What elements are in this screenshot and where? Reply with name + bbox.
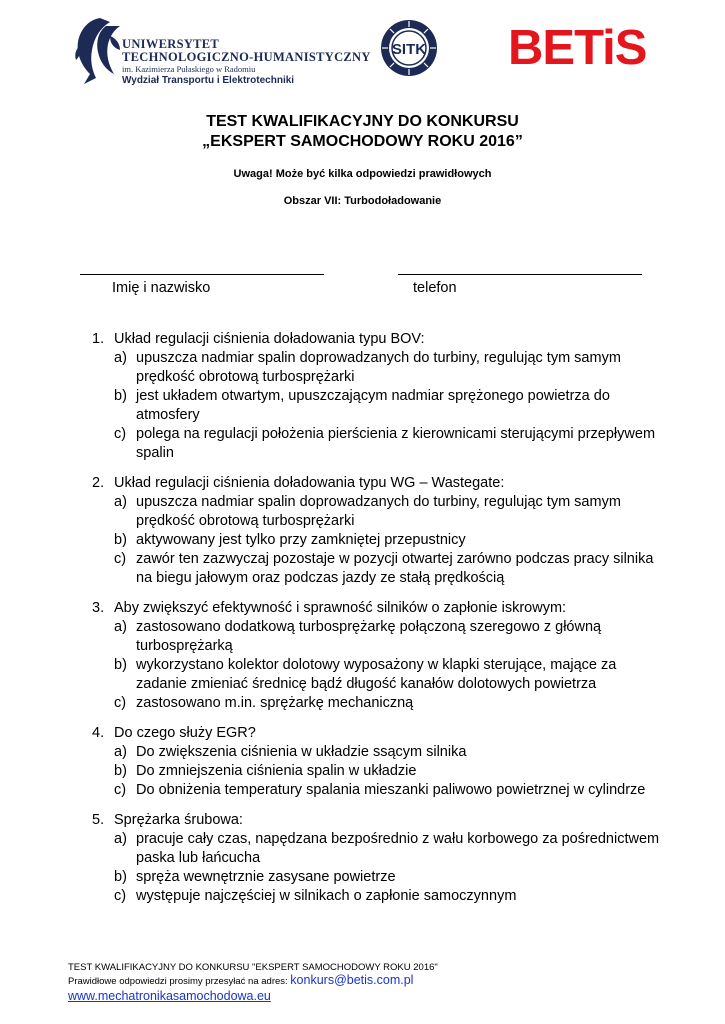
phone-label: telefon (413, 280, 457, 296)
question-number: 5. (92, 812, 105, 828)
answer-option (114, 868, 662, 887)
answer-option (114, 743, 662, 762)
answer-letter: b) (114, 763, 127, 779)
answer-letter: c) (114, 888, 127, 904)
warning-note: Uwaga! Może być kilka odpowiedzi prawidłowych (233, 168, 492, 180)
answer-text: polega na regulacji położenia pierścienia z kierownicami sterującymi przepływem spalin (136, 426, 656, 461)
page-title-line2: „EKSPERT SAMOCHODOWY ROKU 2016” (202, 133, 523, 150)
answer-text: Do zwiększenia ciśnienia w układzie ssącym silnika (136, 744, 467, 760)
answer-letter: a) (114, 831, 127, 847)
page-title-line1: TEST KWALIFIKACYJNY DO KONKURSU (206, 113, 519, 130)
answer-letter: a) (114, 494, 127, 510)
question-text: Układ regulacji ciśnienia doładowania typu WG – Wastegate: (114, 475, 505, 491)
question-1 (92, 330, 662, 463)
question-text: Sprężarka śrubowa: (114, 812, 243, 828)
area-note: Obszar VII: Turbodoładowanie (283, 195, 442, 207)
answer-text: Do obniżenia temperatury spalania mieszanki paliwowo powietrznej w cylindrze (136, 782, 646, 798)
answer-letter: a) (114, 744, 127, 760)
question-number: 4. (92, 725, 105, 741)
name-label: Imię i nazwisko (112, 280, 211, 296)
answer-letter: c) (114, 695, 127, 711)
footer-website-link[interactable]: www.mechatronikasamochodowa.eu (68, 989, 271, 1003)
page-header (0, 0, 725, 110)
university-logo (70, 14, 371, 94)
answer-letter: c) (114, 551, 127, 567)
answer-text: jest układem otwartym, upuszczającym nadmiar sprężonego powietrza do atmosfery (136, 388, 610, 423)
sitk-logo-text: SITK (391, 41, 427, 58)
answer-option (114, 493, 662, 531)
question-list (92, 330, 662, 917)
question-text: Układ regulacji ciśnienia doładowania typu BOV: (114, 331, 425, 347)
university-emblem-icon (70, 14, 126, 86)
betis-logo: BETiS (508, 21, 647, 75)
phone-fill-line (398, 274, 642, 275)
answer-text: zastosowano dodatkową turbosprężarkę połączoną szeregowo z główną turbosprężarką (136, 619, 602, 654)
answer-letter: a) (114, 619, 127, 635)
answer-option (114, 531, 662, 550)
answer-text: zawór ten zazwyczaj pozostaje w pozycji otwartej zarówno podczas pracy silnika na biegu jałowym oraz podczas jazdy ze stałą prędkością (136, 551, 654, 586)
question-5 (92, 811, 662, 906)
question-number: 2. (92, 475, 105, 491)
faculty-name: Wydział Transportu i Elektrotechniki (122, 75, 295, 86)
answer-option (114, 887, 662, 906)
answer-option (114, 781, 662, 800)
page-footer (68, 962, 438, 1004)
sitk-logo (380, 19, 438, 77)
answer-letter: a) (114, 350, 127, 366)
university-patron: im. Kazimierza Pułaskiego w Radomiu (122, 64, 256, 74)
footer-contact-prefix: Prawidłowe odpowiedzi prosimy przesyłać na adres: (68, 976, 291, 987)
answer-letter: b) (114, 869, 127, 885)
answer-option (114, 425, 662, 463)
answer-option (114, 550, 662, 588)
answer-text: pracuje cały czas, napędzana bezpośrednio z wału korbowego za pośrednictwem paska lub łańcucha (136, 831, 660, 866)
answer-option (114, 762, 662, 781)
university-name (122, 38, 371, 87)
answer-letter: c) (114, 426, 127, 442)
question-3 (92, 599, 662, 713)
footer-email-link[interactable]: konkurs@betis.com.pl (290, 973, 414, 987)
question-2 (92, 474, 662, 588)
answer-option (114, 349, 662, 387)
answer-text: spręża wewnętrznie zasysane powietrze (136, 869, 396, 885)
footer-contact-line (68, 974, 438, 988)
question-text: Aby zwiększyć efektywność i sprawność silników o zapłonie iskrowym: (114, 600, 567, 616)
answer-text: zastosowano m.in. sprężarkę mechaniczną (136, 695, 414, 711)
answer-letter: c) (114, 782, 127, 798)
answer-option (114, 830, 662, 868)
answer-letter: b) (114, 388, 127, 404)
answer-option (114, 656, 662, 694)
footer-title: TEST KWALIFIKACYJNY DO KONKURSU "EKSPERT SAMOCHODOWY ROKU 2016" (68, 962, 438, 973)
answer-text: aktywowany jest tylko przy zamkniętej przepustnicy (136, 532, 466, 548)
answer-letter: b) (114, 657, 127, 673)
answer-letter: b) (114, 532, 127, 548)
university-name-line1: UNIWERSYTET (122, 37, 220, 51)
answer-text: występuje najczęściej w silnikach o zapłonie samoczynnym (136, 888, 517, 904)
answer-text: upuszcza nadmiar spalin doprowadzanych do turbiny, regulując tym samym prędkość obrotową turbosprężarki (136, 350, 621, 385)
answer-option (114, 387, 662, 425)
question-text: Do czego służy EGR? (114, 725, 256, 741)
name-fill-line (80, 274, 324, 275)
question-4 (92, 724, 662, 800)
answer-text: wykorzystano kolektor dolotowy wyposażony w klapki sterujące, mające za zadanie zmieniać średnicę bądź długość kanałów dolotowych powietrza (136, 657, 617, 692)
question-number: 3. (92, 600, 105, 616)
answer-option (114, 694, 662, 713)
answer-text: Do zmniejszenia ciśnienia spalin w układzie (136, 763, 417, 779)
university-name-line2: TECHNOLOGICZNO-HUMANISTYCZNY (122, 50, 371, 64)
answer-text: upuszcza nadmiar spalin doprowadzanych do turbiny, regulując tym samym prędkość obrotową turbosprężarki (136, 494, 621, 529)
answer-option (114, 618, 662, 656)
question-number: 1. (92, 331, 105, 347)
